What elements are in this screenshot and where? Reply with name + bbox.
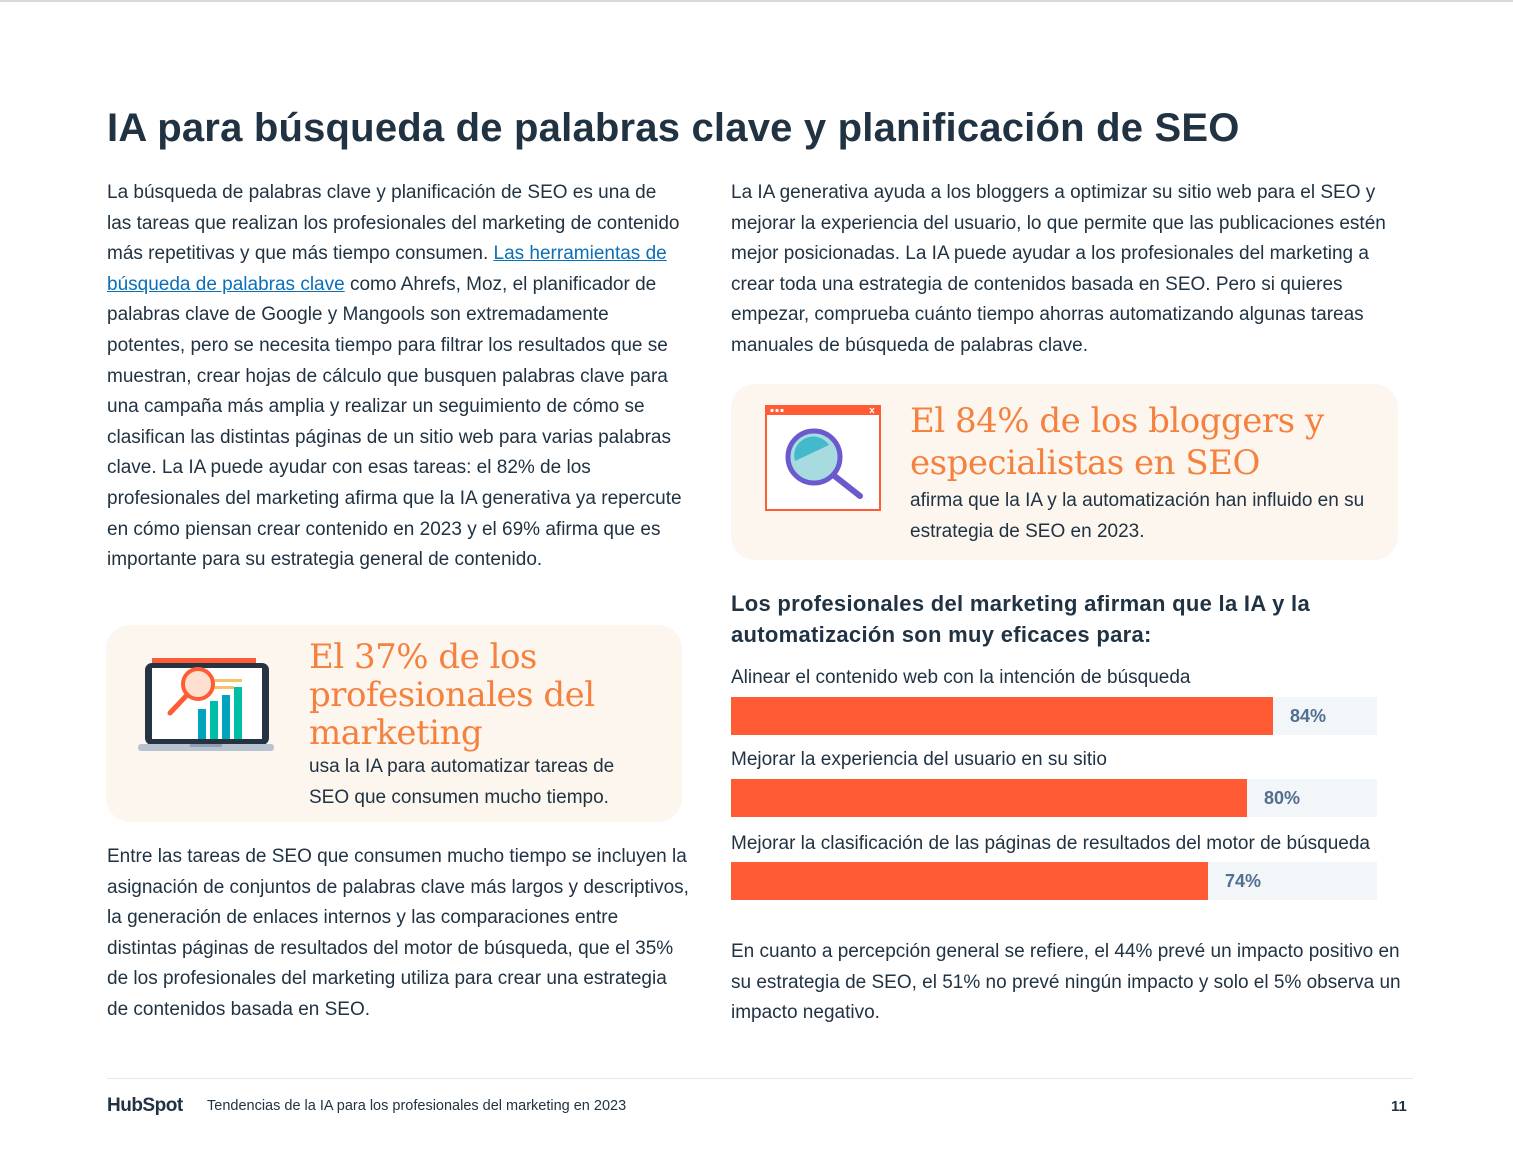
stat-callout-37 — [106, 625, 682, 822]
bar-label-2: Mejorar la experiencia del usuario en su sitio — [731, 749, 1107, 770]
bar-3 — [731, 862, 1208, 900]
right-intro-paragraph: La IA generativa ayuda a los bloggers a optimizar su sitio web para el SEO y mejorar la experiencia del usuario, lo que permite que las publicaciones estén mejor posicionadas. La IA puede ayudar a los profesionales del marketing a crear toda una estrategia de contenidos basada en SEO. Pero si quieres empezar, comprueba cuánto tiempo ahorras automatizando algunas tareas manuales de búsqueda de palabras clave. — [731, 182, 1386, 356]
left-intro-text-a: La búsqueda de palabras clave y planificación de SEO es una de las tareas que realizan los profesionales del marketing de contenido más repetitivas y que más tiempo consumen. — [107, 182, 680, 265]
stat-headline: El 84% de los bloggers y especialistas en SEO — [910, 401, 1324, 483]
bar-2 — [731, 779, 1247, 817]
footer-divider — [107, 1078, 1413, 1079]
bar-value-label-2: 80% — [1264, 788, 1301, 808]
left-seo-tasks-paragraph: Entre las tareas de SEO que consumen mucho tiempo se incluyen la asignación de conjuntos de palabras clave más largos y descriptivos, la generación de enlaces internos y las comparaciones entre distintas páginas de resultados del motor de búsqueda, que el 35% de los profesionales del marketing utiliza para crear una estrategia de contenidos basada en SEO. — [107, 846, 689, 1020]
left-intro-paragraph — [107, 178, 682, 576]
bar-1 — [731, 697, 1273, 735]
bar-value-label-3: 74% — [1225, 871, 1262, 891]
bar-label-3: Mejorar la clasificación de las páginas de resultados del motor de búsqueda — [731, 833, 1370, 854]
bar-track-1 — [731, 697, 1377, 735]
right-perception-paragraph: En cuanto a percepción general se refiere, el 44% prevé un impacto positivo en su estrategia de SEO, el 51% no prevé ningún impacto y solo el 5% observa un impacto negativo. — [731, 941, 1401, 1024]
bar-value-label-1: 84% — [1290, 706, 1327, 726]
stat-description: afirma que la IA y la automatización han influido en su estrategia de SEO en 2023. — [910, 490, 1365, 542]
stat-headline: El 37% de los profesionales del marketing — [309, 637, 595, 753]
left-intro-text-b: como Ahrefs, Moz, el planificador de palabras clave de Google y Mangools son extremadamente potentes, pero se necesita tiempo para filtrar los resultados que se muestran, crear hojas de cálculo que busquen palabras clave para una campaña más amplia y realizar un seguimiento de cómo se clasifican las distintas páginas de un sitio web para varias palabras clave. La IA puede ayudar con esas tareas: el 82% de los profesionales del marketing afirma que la IA generativa ya repercute en cómo piensan crear contenido en 2023 y el 69% afirma que es importante para su estrategia general de contenido. — [107, 273, 682, 571]
footer-report-title: Tendencias de la IA para los profesionales del marketing en 2023 — [207, 1098, 627, 1114]
browser-magnifier-icon — [764, 404, 882, 512]
bar-track-3 — [731, 862, 1377, 900]
bar-track-2 — [731, 779, 1377, 817]
page-title: IA para búsqueda de palabras clave y planificación de SEO — [107, 106, 1240, 150]
bar-label-1: Alinear el contenido web con la intención de búsqueda — [731, 667, 1191, 688]
top-divider — [0, 0, 1513, 2]
keyword-tools-link[interactable]: Las herramientas de búsqueda de palabras clave — [107, 243, 667, 295]
chart-title: Los profesionales del marketing afirman que la IA y la automatización son muy eficaces para: — [731, 591, 1310, 647]
page-number: 11 — [1391, 1098, 1407, 1115]
laptop-search-chart-icon — [138, 655, 278, 759]
hubspot-logo: HubSpot — [107, 1095, 183, 1116]
stat-callout-84 — [731, 384, 1398, 560]
stat-description: usa la IA para automatizar tareas de SEO que consumen mucho tiempo. — [309, 756, 615, 808]
